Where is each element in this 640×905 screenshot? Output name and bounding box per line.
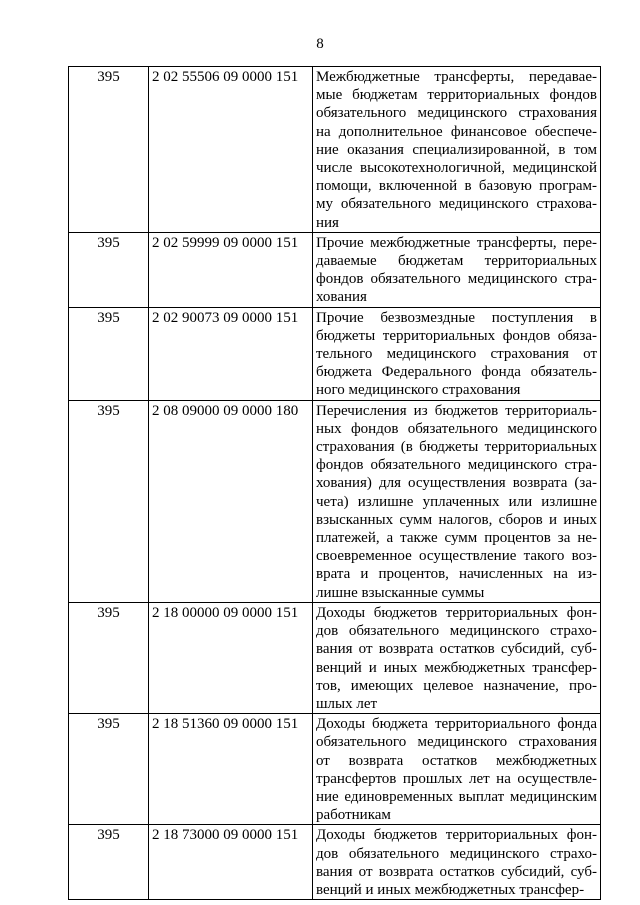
revenue-name-line: вания от возврата остатков субсидий, суб- xyxy=(316,863,597,880)
admin-code-cell: 395 xyxy=(69,825,149,900)
revenue-name-line: врата и процентов, начисленных на из- xyxy=(316,566,597,583)
revenue-name-line: мые бюджетам территориальных фондов xyxy=(316,87,597,104)
admin-code-cell: 395 xyxy=(69,232,149,307)
admin-code-cell: 395 xyxy=(69,602,149,713)
revenue-name-line: помощи, включенной в базовую програм- xyxy=(316,178,597,195)
revenue-name-line: страхования (в бюджеты территориальных xyxy=(316,439,597,456)
table-row xyxy=(69,307,601,400)
revenue-name-line: Прочие межбюджетные трансферты, пере- xyxy=(316,234,597,251)
kbk-code-cell: 2 18 73000 09 0000 151 xyxy=(149,825,313,900)
kbk-code-cell: 2 02 55506 09 0000 151 xyxy=(149,67,313,233)
revenue-name-line: работникам xyxy=(316,807,391,824)
budget-classification-table xyxy=(68,66,601,900)
revenue-name-cell xyxy=(313,67,601,233)
revenue-name-cell xyxy=(313,825,601,900)
revenue-name-line: фондов обязательного медицинского стра- xyxy=(316,457,597,474)
table-row xyxy=(69,602,601,713)
table-row xyxy=(69,714,601,825)
revenue-name-line: ние единовременных выплат медицинским xyxy=(316,788,597,805)
revenue-name-line: ния xyxy=(316,214,339,231)
revenue-name-line: взысканных сумм налогов, сборов и иных xyxy=(316,511,597,528)
revenue-name-line: Прочие безвозмездные поступления в xyxy=(316,309,597,326)
revenue-name-line: венций и иных межбюджетных трансфер- xyxy=(316,659,597,676)
revenue-name-line: хования) для осуществления возврата (за- xyxy=(316,475,597,492)
revenue-name-line: дов обязательного медицинского страхо- xyxy=(316,845,597,862)
kbk-code-cell: 2 18 00000 09 0000 151 xyxy=(149,602,313,713)
revenue-name-line: даваемые бюджетам территориальных xyxy=(316,253,597,270)
revenue-name-line: ние оказания специализированной, в том xyxy=(316,141,597,158)
revenue-name-line: Перечисления из бюджетов территориаль- xyxy=(316,402,597,419)
revenue-name-line: лишне взысканные суммы xyxy=(316,584,485,601)
revenue-name-line: от возврата остатков межбюджетных xyxy=(316,752,597,769)
revenue-name-line: числе высокотехнологичной, медицинской xyxy=(316,160,597,177)
kbk-code-cell: 2 02 90073 09 0000 151 xyxy=(149,307,313,400)
kbk-code-cell: 2 18 51360 09 0000 151 xyxy=(149,714,313,825)
revenue-name-line: тов, имеющих целевое назначение, про- xyxy=(316,677,597,694)
table-row xyxy=(69,232,601,307)
revenue-name-cell xyxy=(313,400,601,602)
revenue-name-cell xyxy=(313,307,601,400)
admin-code-cell: 395 xyxy=(69,67,149,233)
revenue-name-line: бюджеты территориальных фондов обяза- xyxy=(316,327,597,344)
table-body xyxy=(69,67,601,900)
table-row xyxy=(69,400,601,602)
admin-code-cell: 395 xyxy=(69,400,149,602)
revenue-name-line: Доходы бюджетов территориальных фон- xyxy=(316,827,597,844)
revenue-name-line: шлых лет xyxy=(316,695,378,712)
revenue-name-line: обязательного медицинского страхования xyxy=(316,105,597,122)
revenue-name-line: хования xyxy=(316,289,367,306)
revenue-name-line: фондов обязательного медицинского стра- xyxy=(316,271,597,288)
revenue-name-cell xyxy=(313,232,601,307)
kbk-code-cell: 2 08 09000 09 0000 180 xyxy=(149,400,313,602)
revenue-name-line: своевременное осуществление такого воз- xyxy=(316,548,597,565)
revenue-name-cell xyxy=(313,714,601,825)
revenue-name-line: вания от возврата остатков субсидий, суб- xyxy=(316,641,597,658)
revenue-name-line: ных фондов обязательного медицинского xyxy=(316,420,597,437)
page-number: 8 xyxy=(316,36,324,52)
kbk-code-cell: 2 02 59999 09 0000 151 xyxy=(149,232,313,307)
revenue-name-line: дов обязательного медицинского страхо- xyxy=(316,623,597,640)
table-row xyxy=(69,67,601,233)
revenue-name-line: венций и иных межбюджетных трансфер- xyxy=(316,881,585,898)
revenue-name-line: трансфертов прошлых лет на осуществле- xyxy=(316,770,597,787)
revenue-name-line: бюджета Федерального фонда обязатель- xyxy=(316,364,597,381)
table-row xyxy=(69,825,601,900)
revenue-name-line: му обязательного медицинского страхова- xyxy=(316,196,597,213)
revenue-name-line: на дополнительное финансовое обеспече- xyxy=(316,123,597,140)
revenue-name-line: ного медицинского страхования xyxy=(316,382,521,399)
revenue-name-line: Доходы бюджета территориального фонда xyxy=(316,716,597,733)
revenue-name-line: тельного медицинского страхования от xyxy=(316,346,597,363)
admin-code-cell: 395 xyxy=(69,307,149,400)
revenue-name-line: обязательного медицинского страхования xyxy=(316,734,597,751)
revenue-name-cell xyxy=(313,602,601,713)
revenue-name-line: Межбюджетные трансферты, передавае- xyxy=(316,69,597,85)
revenue-name-line: чета) излишне уплаченных или излишне xyxy=(316,493,597,510)
admin-code-cell: 395 xyxy=(69,714,149,825)
revenue-name-line: платежей, а также сумм процентов за не- xyxy=(316,530,597,547)
revenue-name-line: Доходы бюджетов территориальных фон- xyxy=(316,604,597,621)
